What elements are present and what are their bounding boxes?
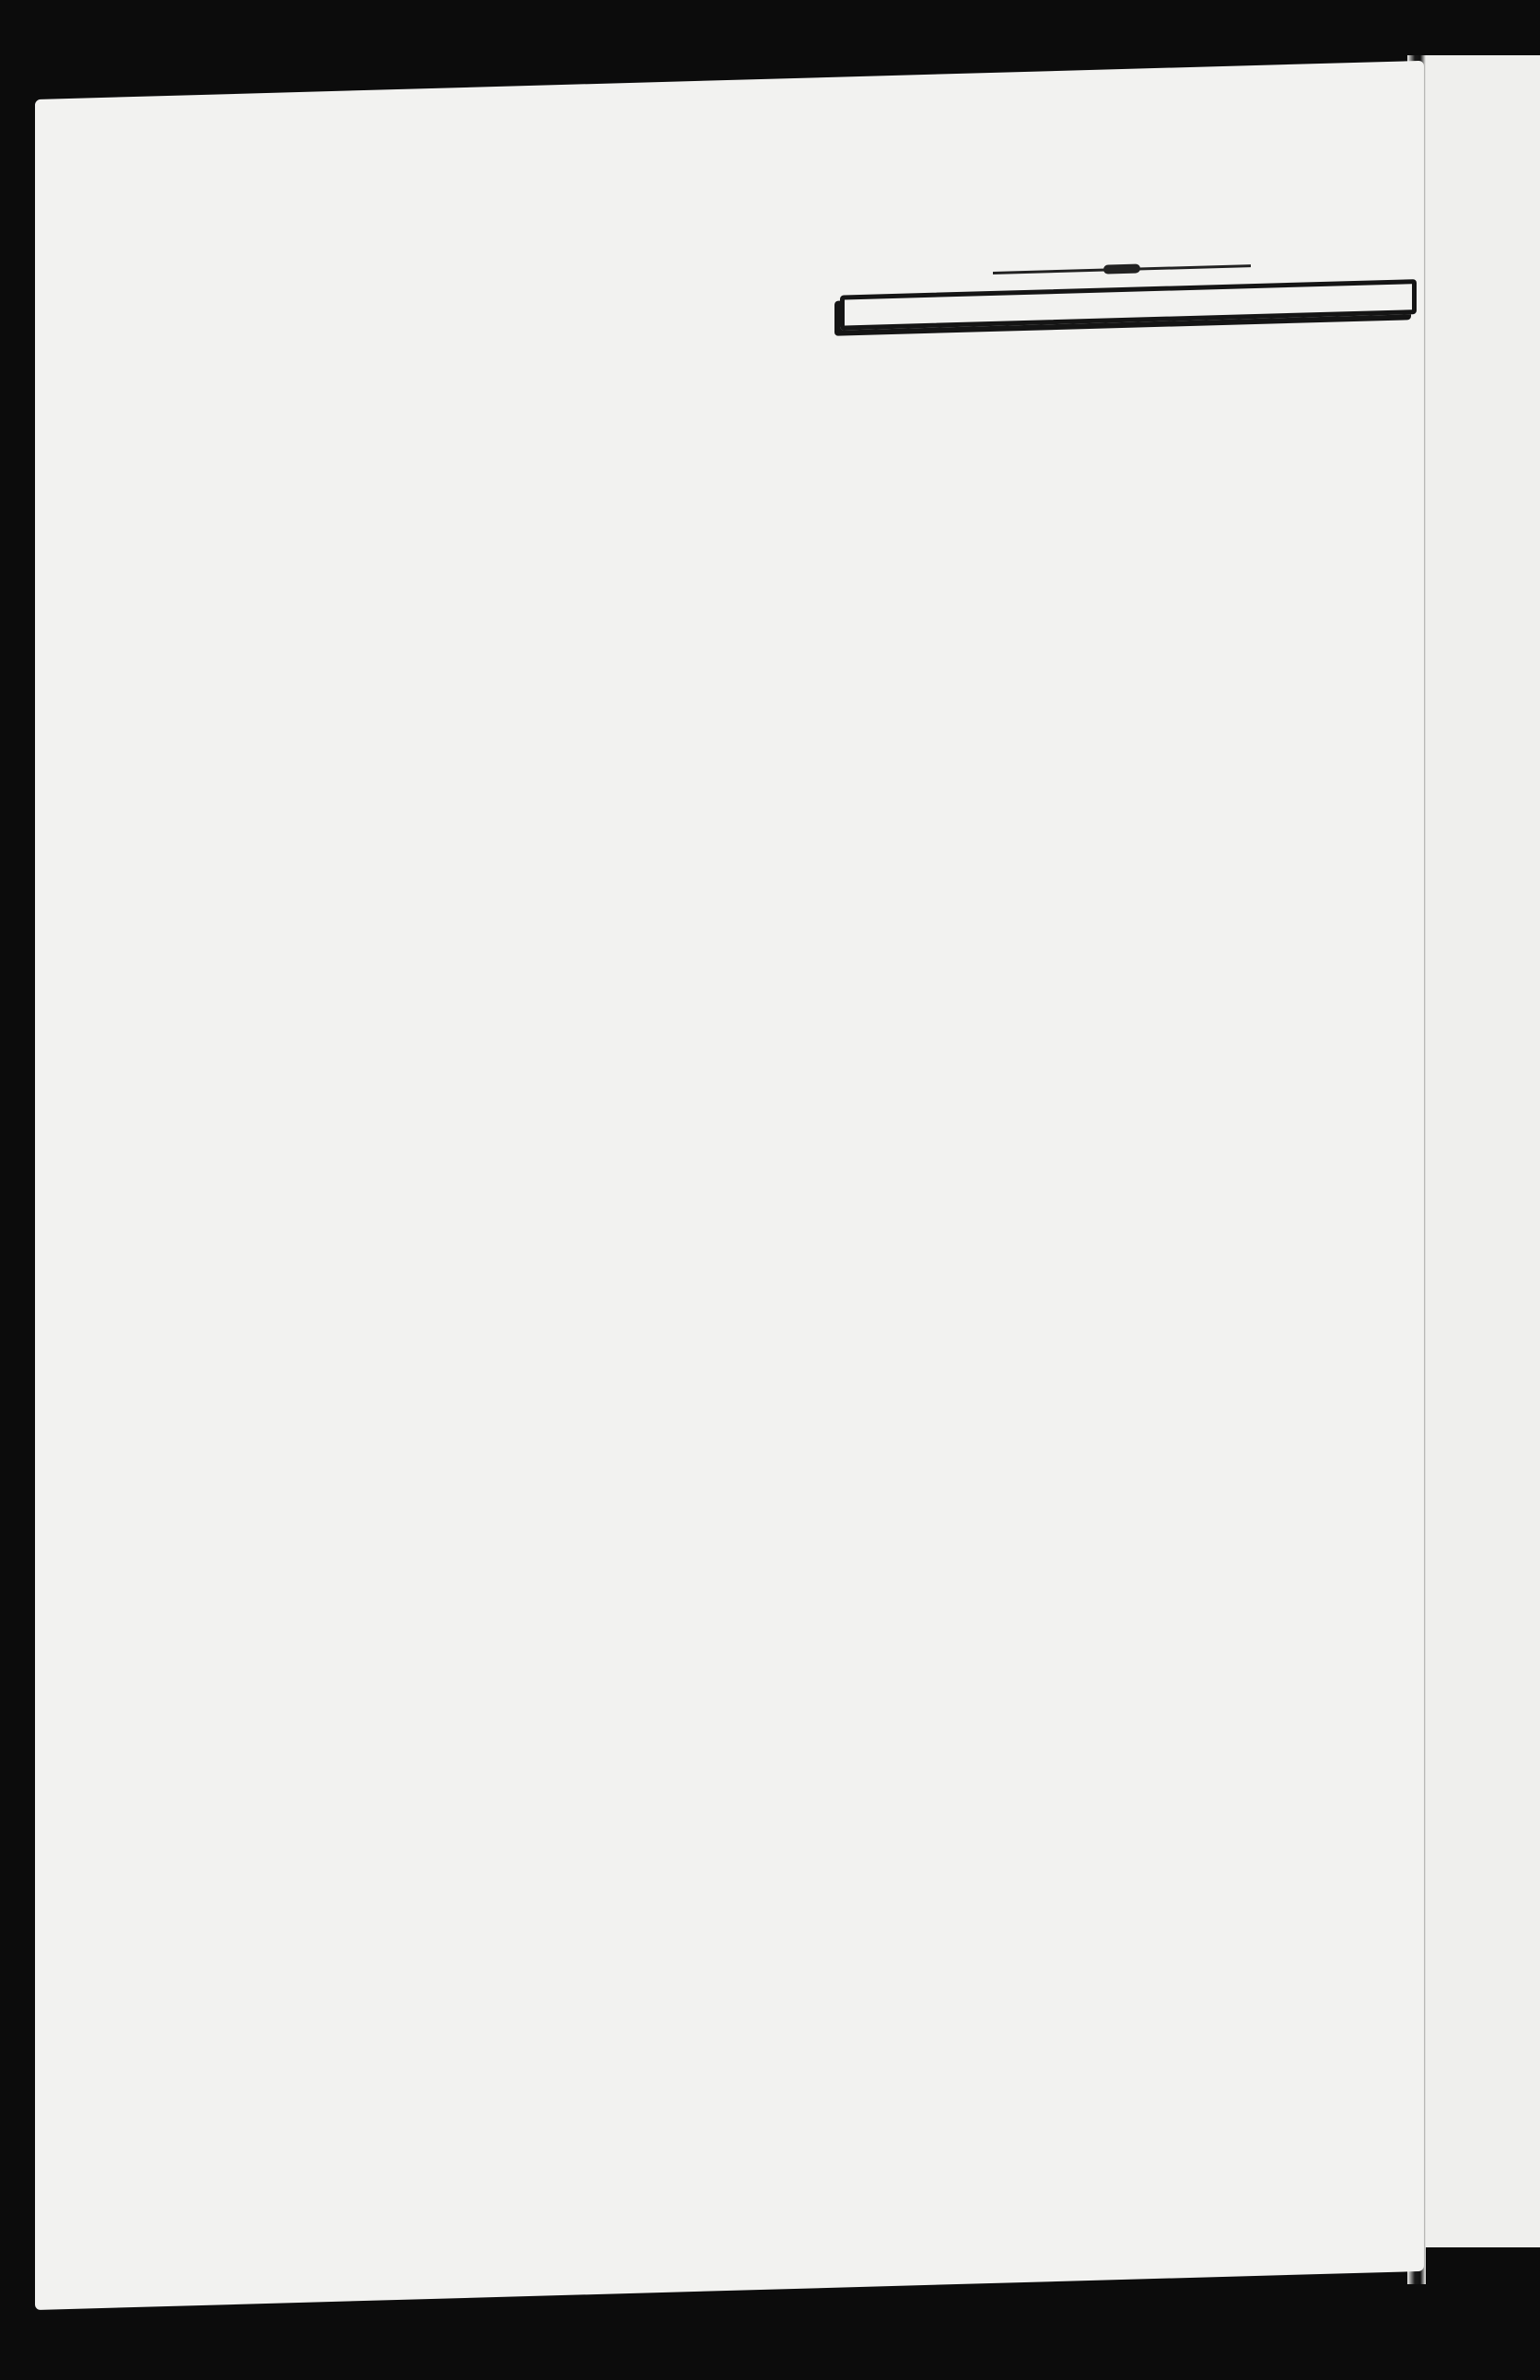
journal-page	[35, 61, 1424, 2310]
section-heading-box	[840, 279, 1417, 330]
continued-note	[827, 247, 1417, 263]
paragraph	[111, 275, 792, 295]
subheading	[827, 342, 1417, 358]
paragraph	[111, 275, 792, 295]
left-column	[111, 275, 792, 295]
facing-page	[1424, 55, 1540, 2247]
paragraph	[827, 342, 1417, 358]
right-column	[827, 241, 1417, 358]
paragraph	[111, 275, 792, 295]
paragraph-continuation	[827, 241, 1417, 258]
paragraph	[827, 342, 1417, 358]
ornament-divider	[993, 264, 1251, 274]
